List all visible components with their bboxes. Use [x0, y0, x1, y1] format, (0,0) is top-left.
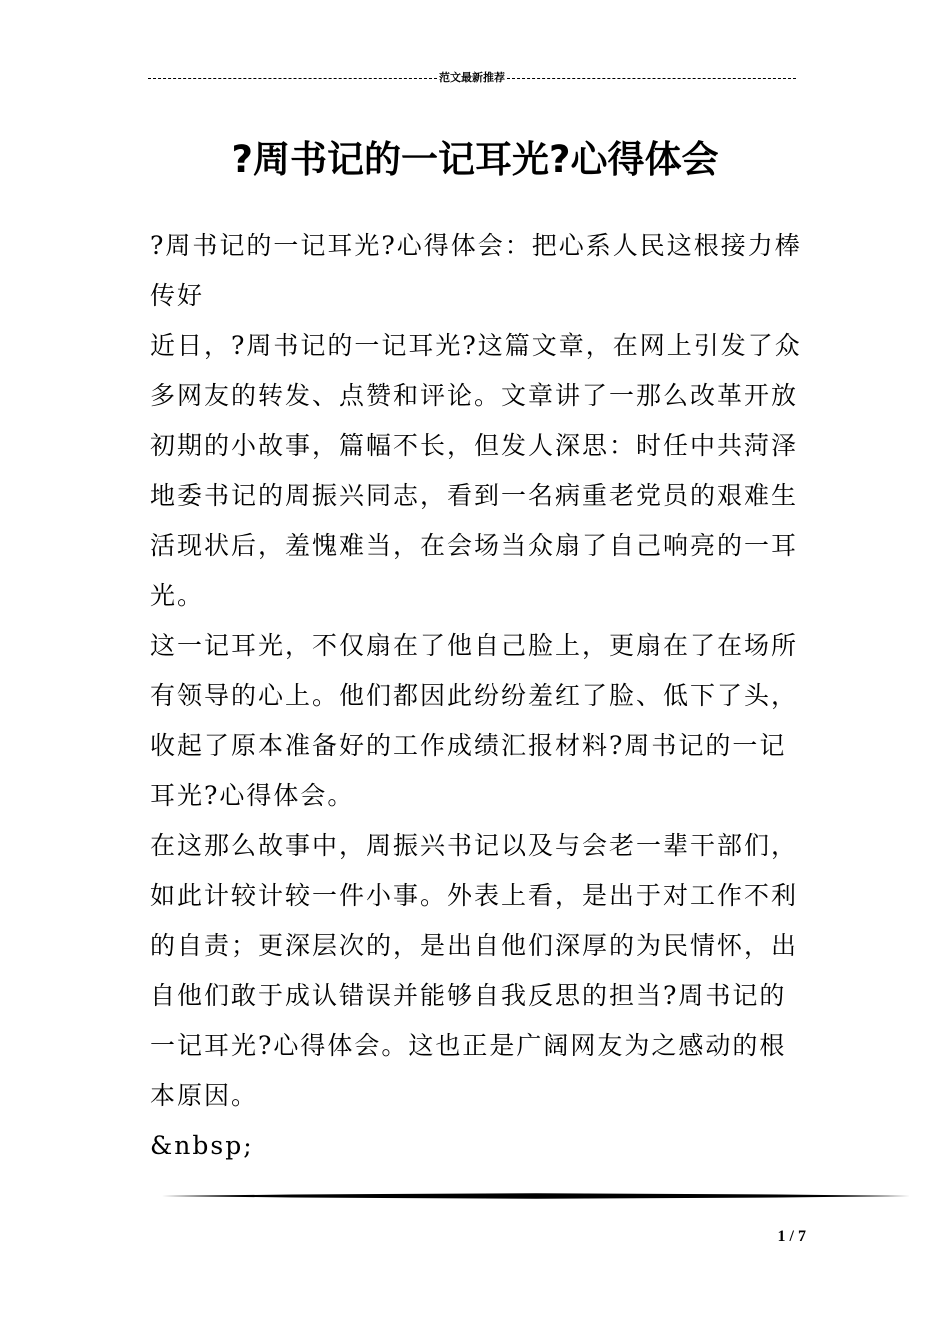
paragraph-2: 近日，?周书记的一记耳光?这篇文章，在网上引发了众多网友的转发、点赞和评论。文章讲了一那么改革开放初期的小故事，篇幅不长，但发人深思：时任中共菏泽地委书记的周振兴同志，看到一名病重老党员的艰难生活现状后，羞愧难当，在会场当众扇了自己响亮的一耳光。: [150, 331, 802, 610]
header-label: 范文最新推荐: [439, 71, 505, 84]
footer-rule: [162, 1191, 910, 1201]
header-rule: [148, 70, 796, 86]
paragraph-4: 在这那么故事中，周振兴书记以及与会老一辈干部们，如此计较计较一件小事。外表上看，是出于对工作不利的自责；更深层次的，是出自他们深厚的为民情怀，出自他们敢于成认错误并能够自我反思的担当?周书记的一记耳光?心得体会。这也正是广阔网友为之感动的根本原因。: [150, 831, 799, 1110]
header-dash-left: [148, 78, 437, 79]
paragraph-5: &nbsp;: [150, 1131, 254, 1160]
document-title: ?周书记的一记耳光?心得体会: [231, 138, 719, 181]
page-number: 1 / 7: [777, 1228, 806, 1245]
document-body: [150, 221, 806, 1171]
header-dash-right: [507, 78, 796, 79]
footer-rule-graphic: [162, 1191, 910, 1201]
paragraph-1: ?周书记的一记耳光?心得体会：把心系人民这根接力棒传好: [150, 231, 802, 310]
paragraph-3: 这一记耳光，不仅扇在了他自己脸上，更扇在了在场所有领导的心上。他们都因此纷纷羞红了脸、低下了头，收起了原本准备好的工作成绩汇报材料?周书记的一记耳光?心得体会。: [150, 631, 799, 810]
